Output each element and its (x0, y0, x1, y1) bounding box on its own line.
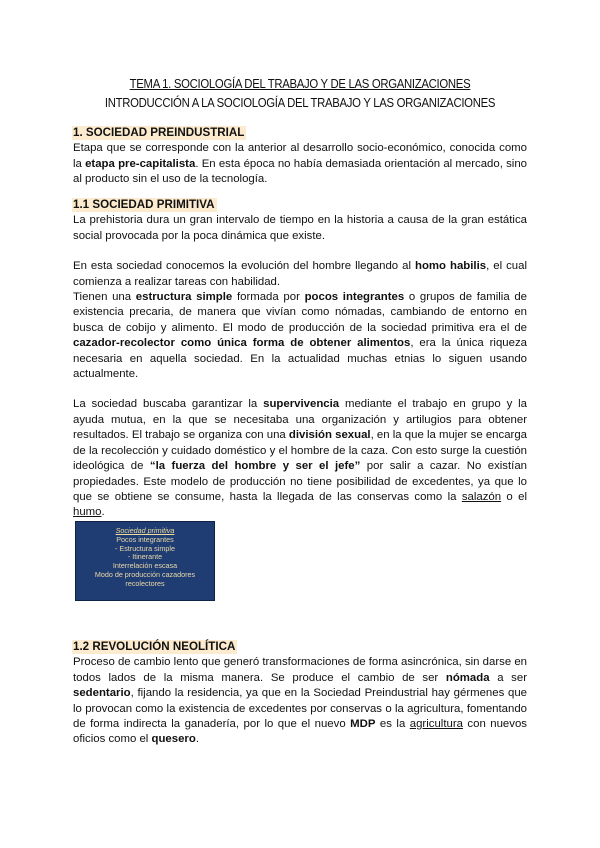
section-revolucion-neolitica (73, 640, 527, 748)
title-line-1: TEMA 1. SOCIOLOGÍA DEL TRABAJO Y DE LAS ORGANIZACIONES (129, 76, 471, 91)
section-sociedad-primitiva (73, 198, 527, 521)
slide-item: Interrelación escasa (112, 561, 178, 571)
slide-item: recolectores (125, 578, 165, 588)
bold-term: cazador-recolector como única forma de obtener alimentos (73, 337, 411, 350)
underlined-term: humo (73, 506, 102, 519)
paragraph: Etapa que se corresponde con la anterior al desarrollo socio-económico, conocida como la etapa pre-capitalista. En esta época no había demasiada orientación al mercado, sino al producto sin el uso de la tecnología. (73, 142, 528, 186)
underlined-term: salazón (461, 490, 502, 503)
slide-item: - Itinerante (127, 552, 163, 562)
paragraph: En esta sociedad conocemos la evolución del hombre llegando al homo habilis, el cual comienza a realizar tareas con habilidad. (73, 260, 527, 288)
paragraph: Tienen una estructura simple formada por pocos integrantes o grupos de familia de existencia precaria, de manera que vivían como nómadas, cambiando de entorno en busca de cobijo y alimento. El modo de producción de la sociedad primitiva era el de cazador-recolector como única forma de obtener alimentos, era la única riqueza necesaria en aquella sociedad. En la actualidad muchas etnias lo siguen usando actualmente. (73, 291, 528, 381)
paragraph: La sociedad buscaba garantizar la supervivencia mediante el trabajo en grupo y la ayuda mutua, en la que se necesitaba una organización y artilugios para obtener resultados. El trabajo se organiza con una división sexual, en la que la mujer se encarga de la recolección y cuidado doméstico y el hombre de la caza. Con esto surge la cuestión ideológica de “la fuerza del hombre y ser el jefe” por salir a cazar. No existían propiedades. Este modelo de producción no tiene posibilidad de excedentes, ya que lo que se obtiene se consume, hasta la llegada de las conservas como la salazón o el humo. (73, 398, 527, 519)
section-heading: 1.2 REVOLUCIÓN NEOLÍTICA (73, 640, 236, 653)
slide-image (75, 521, 215, 601)
bold-term: pocos integrantes (304, 291, 405, 304)
paragraph: Proceso de cambio lento que generó transformaciones de forma asincrónica, sin darse en todos lados de la misma manera. Se produce el cambio de ser nómada a ser sedentario, fijando la residencia, ya que en la Sociedad Preindustrial hay gérmenes que lo provocan como la existencia de excedentes por conservas o la agricultura, fomentando de forma indirecta la ganadería, por lo que el nuevo MDP es la agricultura con nuevos oficios como el quesero. (73, 656, 527, 746)
underlined-term: agricultura (409, 718, 463, 731)
section-heading: 1.1 SOCIEDAD PRIMITIVA (73, 198, 215, 211)
bold-term: supervivencia (263, 398, 340, 411)
bold-term: quesero (151, 733, 196, 746)
bold-term: estructura simple (135, 291, 233, 304)
title-line-2: INTRODUCCIÓN A LA SOCIOLOGÍA DEL TRABAJO Y LAS ORGANIZACIONES (104, 95, 496, 110)
document-title (0, 74, 600, 112)
slide-item: - Estructura simple (115, 543, 175, 553)
bold-term: sedentario (73, 687, 131, 700)
section-preindustrial (73, 126, 527, 188)
slide-item: Modo de producción cazadores (94, 569, 196, 579)
bold-term: división sexual (288, 429, 371, 442)
paragraph: La prehistoria dura un gran intervalo de tiempo en la historia a causa de la gran estática social provocada por la poca dinámica que existe. (73, 214, 527, 242)
bold-term: etapa pre-capitalista (85, 157, 196, 170)
bold-term: MDP (350, 718, 376, 731)
section-heading: 1. SOCIEDAD PREINDUSTRIAL (73, 126, 245, 139)
bold-term: nómada (445, 671, 490, 684)
slide-item: Pocos integrantes (116, 534, 174, 544)
bold-term: “la fuerza del hombre y ser el jefe” (149, 460, 361, 473)
slide-title: Sociedad primitiva (115, 526, 175, 535)
bold-term: homo habilis (415, 260, 487, 273)
